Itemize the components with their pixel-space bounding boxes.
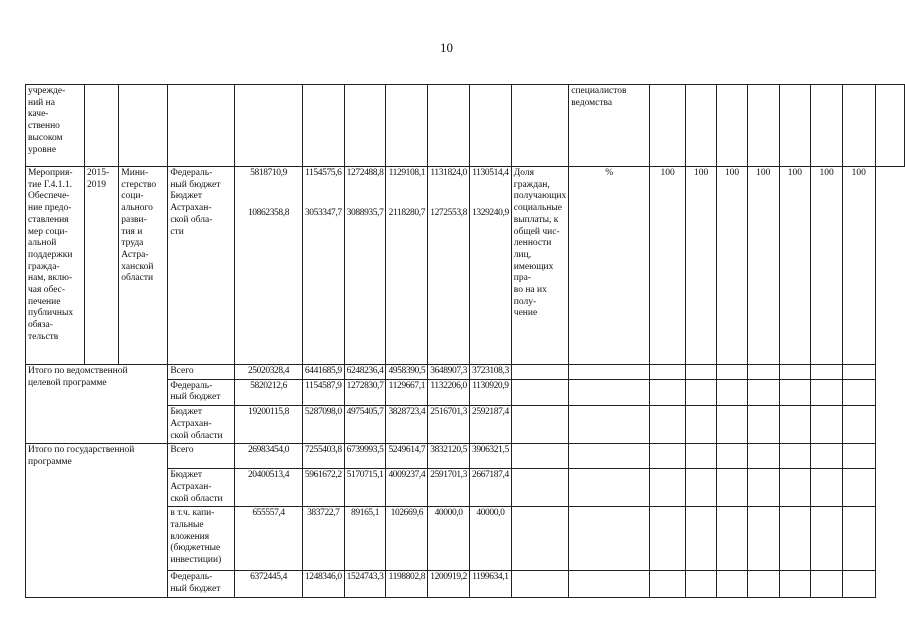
value-cell: 7255403,8 [302, 444, 344, 469]
value: 1130514,4 [472, 168, 509, 178]
value-cell: 4958390,5 [386, 365, 428, 380]
value-cell: 383722,7 [302, 507, 344, 571]
program-table [25, 84, 905, 598]
table-row [26, 365, 905, 380]
value-cell: 1154587,9 [302, 379, 344, 405]
executor-cell: Мини- стерство соци- ального разви- тия и труда Астра- ханской области [119, 167, 168, 365]
funding-source-cell: Федераль- ный бюджет [168, 571, 235, 597]
value-cell: 20400513,4 [235, 469, 303, 507]
indicator-value-cell: 100 [650, 167, 686, 365]
value-cell: 89165,1 [344, 507, 386, 571]
total-cell [235, 167, 303, 365]
value-cell: 40000,0 [470, 507, 512, 571]
unit-cell: % [569, 167, 650, 365]
year-cell [470, 167, 512, 365]
value: 3088935,7 [346, 207, 384, 218]
value-cell: 19200115,8 [235, 406, 303, 444]
value-cell: 6739993,5 [344, 444, 386, 469]
funding-source-cell: Бюджет Астрахан- ской области [168, 469, 235, 507]
funding-source-cell: Федераль- ный бюджет [168, 379, 235, 405]
value-cell: 1130920,9 [470, 379, 512, 405]
value-cell: 1272830,7 [344, 379, 386, 405]
value-cell: 4975405,7 [344, 406, 386, 444]
indicator-cell: специалистов ведомства [569, 85, 650, 167]
value-cell: 1198802,8 [386, 571, 428, 597]
event-name-cell: Мероприя- тие Г.4.1.1. Обеспече- ние предо- ставления мер соци- альной поддержки гражда- нам, вклю- чая обес- печение публичных обяза- тельств [26, 167, 85, 365]
table-row [26, 85, 905, 167]
value-cell: 5961672,2 [302, 469, 344, 507]
value-cell: 1199634,1 [470, 571, 512, 597]
value-cell: 2516701,3 [428, 406, 470, 444]
value-cell: 3723108,3 [470, 365, 512, 380]
year-cell [428, 167, 470, 365]
year-cell [302, 167, 344, 365]
value-cell: 1132206,0 [428, 379, 470, 405]
value: 10862358,8 [247, 207, 290, 218]
funding-source-cell: Всего [168, 365, 235, 380]
value-cell: 1524743,3 [344, 571, 386, 597]
value-cell: 2591701,3 [428, 469, 470, 507]
year-cell [344, 167, 386, 365]
value: 1129108,1 [388, 168, 426, 178]
value-cell: 102669,6 [386, 507, 428, 571]
value-cell: 1248346,0 [302, 571, 344, 597]
value-cell: 5170715,1 [344, 469, 386, 507]
value-cell: 1200919,2 [428, 571, 470, 597]
table-row [26, 167, 905, 365]
funding-source-cell: Всего [168, 444, 235, 469]
indicator-value-cell: 100 [779, 167, 811, 365]
value-cell: 2667187,4 [470, 469, 512, 507]
dept-total-label: Итого по ведомственной целевой программе [26, 365, 168, 444]
value: 1329240,9 [472, 207, 509, 218]
value-cell: 3648907,3 [428, 365, 470, 380]
value-cell: 25020328,4 [235, 365, 303, 380]
value: 1272488,8 [346, 168, 384, 178]
funding-source-cell: Федераль- ный бюджет Бюджет Астрахан- ской обла- сти [168, 167, 235, 365]
value-cell: 5820212,6 [235, 379, 303, 405]
value-cell: 3906321,5 [470, 444, 512, 469]
year-cell [386, 167, 428, 365]
value-cell: 6441685,9 [302, 365, 344, 380]
value: 1131824,0 [430, 168, 467, 178]
value-cell: 2592187,4 [470, 406, 512, 444]
value: 1154575,6 [305, 168, 342, 178]
indicator-value-cell: 100 [686, 167, 717, 365]
table-row [26, 444, 905, 469]
funding-source-cell: в т.ч. капи- тальные вложения (бюджетные инвестиции) [168, 507, 235, 571]
value-cell: 26983454,0 [235, 444, 303, 469]
value-cell: 4009237,4 [386, 469, 428, 507]
value-cell: 3832120,5 [428, 444, 470, 469]
indicator-cell: Доля граждан, получающих социальные выплаты, к общей чис- ленности лиц, имеющих пра- во на их полу- чение [511, 167, 568, 365]
years-cell: 2015- 2019 [85, 167, 119, 365]
indicator-value-cell: 100 [811, 167, 843, 365]
page-number: 10 [440, 40, 453, 55]
value-cell: 3828723,4 [386, 406, 428, 444]
value-cell: 6372445,4 [235, 571, 303, 597]
state-total-label: Итого по государственной программе [26, 444, 168, 598]
value-cell: 655557,4 [235, 507, 303, 571]
funding-source-cell: Бюджет Астрахан- ской области [168, 406, 235, 444]
value-cell: 1129667,1 [386, 379, 428, 405]
indicator-value-cell: 100 [842, 167, 875, 365]
value: 1272553,8 [430, 207, 468, 218]
indicator-value-cell: 100 [747, 167, 779, 365]
indicator-value-cell: 100 [717, 167, 748, 365]
value-cell: 40000,0 [428, 507, 470, 571]
value: 5818710,9 [250, 168, 287, 178]
value: 2118280,7 [388, 207, 426, 218]
value-cell: 6248236,4 [344, 365, 386, 380]
event-name-cell: учрежде- ний на каче- ственно высоком уровне [26, 85, 85, 167]
value: 3053347,7 [304, 207, 342, 218]
value-cell: 5249614,7 [386, 444, 428, 469]
value-cell: 5287098,0 [302, 406, 344, 444]
